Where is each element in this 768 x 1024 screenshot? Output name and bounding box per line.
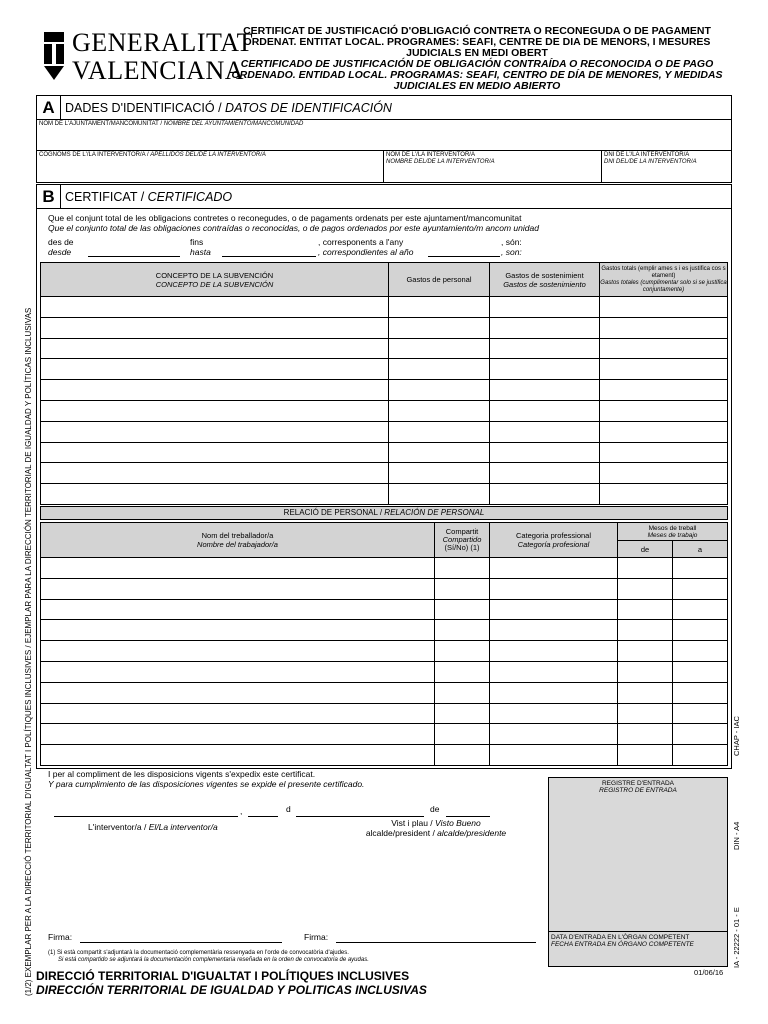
intro-es: Que el conjunto total de las obligaciones contraídas o reconocidas, o de pagos ordenados por este ayuntamiento/m ancom unidad [48,223,539,233]
gastos-personal-cell[interactable] [389,421,490,442]
mes-a-cell[interactable] [673,745,728,766]
th-de: de [618,541,673,558]
concepto-cell[interactable] [41,421,389,442]
compartido-cell[interactable] [435,558,490,579]
mes-de-cell[interactable] [618,578,673,599]
gastos-sostenimiento-cell[interactable] [490,400,600,421]
interventor-label [88,822,218,832]
th-mes-ca: Mesos de treball [648,524,697,532]
mes-a-cell[interactable] [673,703,728,724]
nombre-cell[interactable] [41,620,435,641]
th-concepto-ca: CONCEPTO DE LA SUBVENCIÓN [155,270,274,280]
categoria-cell[interactable] [490,578,618,599]
gastos-sostenimiento-cell[interactable] [490,421,600,442]
logo-line1: GENERALITAT [72,28,254,57]
categoria-cell[interactable] [490,703,618,724]
son-label [501,237,522,257]
dni-label-es: DNI DEL/DE LA INTERVENTOR/A [604,159,697,165]
document-title [222,24,732,92]
concepto-cell[interactable] [41,380,389,401]
registro-bottom-ca: DATA D'ENTRADA EN L'ÒRGAN COMPETENT [551,934,690,941]
compartido-cell[interactable] [435,599,490,620]
gastos-sostenimiento-cell[interactable] [490,317,600,338]
compartido-cell[interactable] [435,578,490,599]
gastos-personal-cell[interactable] [389,463,490,484]
subvencion-row [41,338,728,359]
mes-a-cell[interactable] [673,578,728,599]
comma-text: , [240,806,243,816]
nombre-cell[interactable] [41,661,435,682]
subvencion-row [41,380,728,401]
intro-text [48,213,728,233]
dni-label-ca: DNI DE L'/LA INTERVENTOR/A [604,152,690,158]
subvencion-row [41,317,728,338]
lugar-input[interactable] [54,808,238,817]
th-categoria [490,523,618,558]
side-din-text: DIN - A4 [732,821,741,850]
th-mes-es: Meses de trabajo [647,531,698,539]
registro-top-ca: REGISTRE D'ENTRADA [601,780,675,787]
personal-banner-es: RELACIÓN DE PERSONAL [384,508,485,517]
th-concepto-es: CONCEPTO DE LA SUBVENCIÓN [155,279,274,289]
section-b-title-es: CERTIFICADO [147,190,233,204]
logo-line2: VALENCIANA [72,56,245,85]
expedix-ca: I per al compliment de les disposicions vigents s'expedix este certificat. [48,769,316,779]
title-es: CERTIFICADO DE JUSTIFICACIÓN DE OBLIGACIÓN CONTRAÍDA O RECONOCIDA O DE PAGO ORDENADO. ENTIDAD LOCAL. PROGRAMAS: SEAFI, CENTRO DE DÍA DE MENORES, Y MEDIDAS JUDICIALES EN MEDIO ABIERTO [231,58,723,92]
section-b-letter: B [36,184,60,209]
ayuntamiento-field[interactable] [36,120,732,151]
th-gastos-sostenimiento-ca: Gastos de sostenimient [505,270,584,280]
firma-interventor-input[interactable] [80,934,282,943]
any-ca: , corresponents a l'any [318,237,404,247]
gastos-totales-cell[interactable] [600,359,728,380]
gastos-totales-cell[interactable] [600,400,728,421]
d-text: d [286,804,291,814]
concepto-cell[interactable] [41,463,389,484]
dni-field[interactable] [602,151,732,183]
dia-input[interactable] [248,808,278,817]
mes-de-cell[interactable] [618,641,673,662]
apellidos-label-ca: COGNOMS DE L'/LA INTERVENTOR/A / [39,152,151,158]
mes-a-cell[interactable] [673,620,728,641]
fins-ca: fins [190,237,204,247]
expedix-text [48,769,528,789]
compartido-cell[interactable] [435,703,490,724]
desde-label [48,237,74,257]
anio-input[interactable] [446,808,490,817]
th-gastos-personal-ca: Gastos de personal [406,275,472,284]
personal-row [41,620,728,641]
visto-es: Visto Bueno [435,818,481,828]
intro-ca: Que el conjunt total de les obligacions contretes o reconegudes, o de pagaments ordenats per este ajuntament/mancomunitat [48,213,522,223]
subvencion-row [41,400,728,421]
footer-ca: DIRECCIÓ TERRITORIAL D'IGUALTAT I POLÍTIQUES INCLUSIVES [36,969,410,983]
side-code-text: IA - 22222 - 01 - E [732,907,741,968]
th-comp-3: (Sí/No) (1) [444,543,480,552]
registro-top [549,780,727,794]
concepto-cell[interactable] [41,338,389,359]
gastos-personal-cell[interactable] [389,297,490,318]
registro-top-es: REGISTRO DE ENTRADA [599,787,677,794]
mes-a-cell[interactable] [673,724,728,745]
nombre-cell[interactable] [41,682,435,703]
generalitat-logo [36,24,254,92]
any-es: , correspondientes al año [318,247,414,257]
categoria-cell[interactable] [490,661,618,682]
th-gastos-totales [600,263,728,297]
any-input[interactable] [428,248,500,257]
gastos-personal-cell[interactable] [389,484,490,505]
gastos-sostenimiento-cell[interactable] [490,338,600,359]
gastos-personal-cell[interactable] [389,338,490,359]
crest-icon [42,30,66,82]
concepto-cell[interactable] [41,317,389,338]
personal-row [41,599,728,620]
nombre-cell[interactable] [41,724,435,745]
gastos-personal-cell[interactable] [389,359,490,380]
th-gastos-sostenimiento-es: Gastos de sostenimiento [503,279,586,289]
footnote [48,950,538,964]
concepto-cell[interactable] [41,359,389,380]
categoria-cell[interactable] [490,641,618,662]
nombre-cell[interactable] [41,558,435,579]
th-comp-ca: Compartit [445,527,479,536]
registro-bottom-es: FECHA ENTRADA EN ÓRGANO COMPETENTE [551,941,694,948]
gastos-sostenimiento-cell[interactable] [490,463,600,484]
desde-es: desde [48,247,72,257]
mes-a-cell[interactable] [673,599,728,620]
section-a-title-es: DATOS DE IDENTIFICACIÓN [225,101,392,115]
firma-alcalde-input[interactable] [336,934,536,943]
personal-row [41,641,728,662]
personal-row [41,661,728,682]
gastos-sostenimiento-cell[interactable] [490,359,600,380]
mes-de-cell[interactable] [618,620,673,641]
ayuntamiento-label-es: NOMBRE DEL AYUNTAMIENTO/MANCOMUNIDAD [163,121,304,127]
gastos-totales-cell[interactable] [600,338,728,359]
th-nombre-ca: Nom del treballador/a [201,531,274,540]
compartido-cell[interactable] [435,641,490,662]
mes-a-cell[interactable] [673,641,728,662]
gastos-sostenimiento-cell[interactable] [490,484,600,505]
mes-de-cell[interactable] [618,599,673,620]
th-nombre [41,523,435,558]
mes-de-cell[interactable] [618,661,673,682]
mes-a-cell[interactable] [673,661,728,682]
subvencion-row [41,442,728,463]
th-concepto [41,263,389,297]
mes-input[interactable] [296,808,424,817]
section-a-letter: A [36,95,60,120]
mes-de-cell[interactable] [618,703,673,724]
nombre-cell[interactable] [41,599,435,620]
alcalde-es: alcalde/presidente [437,828,507,838]
subvencion-row [41,463,728,484]
de-text: de [430,804,440,814]
personal-row [41,558,728,579]
th-compartido [435,523,490,558]
alcalde-ca: alcalde/president / [365,828,438,838]
mes-a-cell[interactable] [673,682,728,703]
mes-de-cell[interactable] [618,682,673,703]
nombre-cell[interactable] [41,641,435,662]
gastos-totales-cell[interactable] [600,380,728,401]
son-ca: , són: [501,237,522,247]
nombre-field[interactable] [384,151,602,183]
gastos-personal-cell[interactable] [389,400,490,421]
ayuntamiento-label-ca: NOM DE L'AJUNTAMENT/MANCOMUNITAT / [39,121,164,127]
side-exemplar-text: (1/2) EXEMPLAR PER A LA DIRECCIÓ TERRITORIAL D'IGUALTAT I POLÍTIQUES INCLUSIVES / EJEMPLAR PARA LA DIRECCIÓN TERRITORIAL DE IGUALDAD Y POLÍTICAS INCLUSIVAS [24,307,33,996]
personal-row [41,703,728,724]
apellidos-field[interactable] [36,151,384,183]
th-nombre-es: Nombre del trabajador/a [197,540,278,549]
categoria-cell[interactable] [490,558,618,579]
concepto-cell[interactable] [41,484,389,505]
personal-banner-ca: RELACIÓ DE PERSONAL / [283,508,385,517]
nombre-cell[interactable] [41,745,435,766]
categoria-cell[interactable] [490,745,618,766]
footnote-ca: (1) Si està compartit s'adjuntarà la documentació complementària ressenyada en l'orde de convocatòria d'ajudes. [48,950,349,956]
interventor-ca: L'interventor/a / [88,822,149,832]
th-gastos-totales-ca: Gastos totals (emplir ames s i es justifica cos s etament) [601,265,726,279]
registro-bottom [549,931,727,950]
compartido-cell[interactable] [435,682,490,703]
th-comp-es: Compartido [442,535,482,544]
gastos-totales-cell[interactable] [600,484,728,505]
concepto-cell[interactable] [41,442,389,463]
subvencion-table [40,262,728,505]
personal-row [41,724,728,745]
th-gastos-sostenimiento [490,263,600,297]
mes-de-cell[interactable] [618,558,673,579]
desde-input[interactable] [88,248,180,257]
firma-alcalde-label: Firma: [304,932,329,942]
hasta-label [190,237,211,257]
personal-row [41,682,728,703]
nombre-label-ca: NOM DE L'/LA INTERVENTOR/A [386,152,475,158]
categoria-cell[interactable] [490,724,618,745]
son-es: , son: [501,247,522,257]
personal-row [41,745,728,766]
gastos-sostenimiento-cell[interactable] [490,297,600,318]
footer-date: 01/06/16 [694,968,724,977]
personal-row [41,578,728,599]
nombre-cell[interactable] [41,578,435,599]
categoria-cell[interactable] [490,620,618,641]
gastos-personal-cell[interactable] [389,442,490,463]
side-chap-text: CHAP - IAC [732,716,741,756]
section-a-title [60,95,732,120]
interventor-es: El/La interventor/a [148,822,218,832]
personal-table [40,522,728,766]
firma-interventor-label: Firma: [48,932,73,942]
th-meses [618,523,728,541]
categoria-cell[interactable] [490,682,618,703]
gastos-totales-cell[interactable] [600,442,728,463]
footer-es: DIRECCIÓN TERRITORIAL DE IGUALDAD Y POLITICAS INCLUSIVAS [36,983,427,997]
nombre-label-es: NOMBRE DEL/DE LA INTERVENTOR/A [386,159,495,165]
concepto-cell[interactable] [41,400,389,421]
categoria-cell[interactable] [490,599,618,620]
mes-de-cell[interactable] [618,724,673,745]
mes-a-cell[interactable] [673,558,728,579]
gastos-personal-cell[interactable] [389,317,490,338]
registro-entrada-box [548,777,728,967]
fins-es: hasta [190,247,211,257]
title-ca: CERTIFICAT DE JUSTIFICACIÓ D'OBLIGACIÓ CONTRETA O RECONEGUDA O DE PAGAMENT ORDENAT. ENTITAT LOCAL. PROGRAMES: SEAFI, CENTRE DE DIA DE MENORS, I MESURES JUDICIALS EN MEDI OBERT [243,25,711,59]
concepto-cell[interactable] [41,297,389,318]
hasta-input[interactable] [222,248,316,257]
compartido-cell[interactable] [435,661,490,682]
mes-de-cell[interactable] [618,745,673,766]
desde-ca: des de [48,237,74,247]
gastos-personal-cell[interactable] [389,380,490,401]
gastos-totales-cell[interactable] [600,297,728,318]
footnote-es: Si está compartido se adjuntará la documentación complementaria reseñada en la orden de convocatoria de ayudas. [58,957,369,963]
visto-ca: Vist i plau / [391,818,436,828]
section-b-title [60,184,732,209]
gastos-sostenimiento-cell[interactable] [490,442,600,463]
compartido-cell[interactable] [435,745,490,766]
gastos-totales-cell[interactable] [600,421,728,442]
compartido-cell[interactable] [435,724,490,745]
section-a-title-ca: DADES D'IDENTIFICACIÓ / [65,101,226,115]
apellidos-label-es: APELLIDOS DEL/DE LA INTERVENTOR/A [150,152,266,158]
expedix-es: Y para cumplimiento de las disposiciones vigentes se expide el presente certificado. [48,779,365,789]
subvencion-row [41,484,728,505]
visto-label [336,818,536,838]
personal-banner [40,506,728,520]
th-cat-es: Categoría profesional [517,540,590,549]
subvencion-row [41,359,728,380]
compartido-cell[interactable] [435,620,490,641]
gastos-sostenimiento-cell[interactable] [490,380,600,401]
subvencion-row [41,297,728,318]
subvencion-row [41,421,728,442]
section-b-title-ca: CERTIFICAT / [65,190,148,204]
any-label [318,237,413,257]
th-cat-ca: Categoria professional [515,531,592,540]
th-a: a [673,541,728,558]
gastos-totales-cell[interactable] [600,317,728,338]
th-gastos-personal [389,263,490,297]
nombre-cell[interactable] [41,703,435,724]
th-gastos-totales-es: Gastos totales (cumplimentar solo si se justifica conjuntamente) [600,279,727,293]
gastos-totales-cell[interactable] [600,463,728,484]
